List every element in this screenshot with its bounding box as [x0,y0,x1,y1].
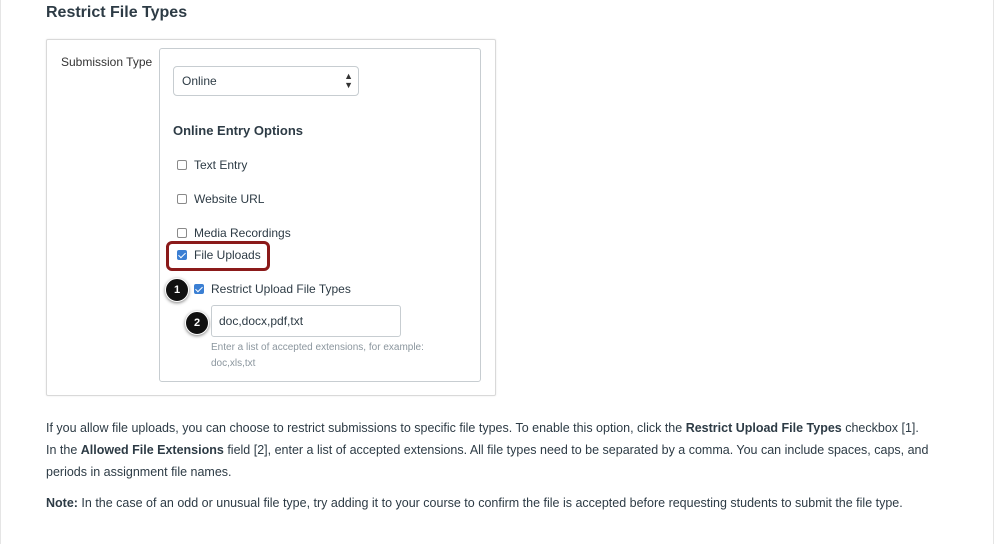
submission-options-panel [159,48,481,382]
media-recordings-checkbox[interactable] [177,228,187,238]
option-label: File Uploads [194,248,261,262]
submission-type-select[interactable] [173,66,359,96]
callout-badge-2: 2 [185,311,209,335]
option-media-recordings[interactable] [177,226,291,240]
assignment-settings-screenshot [46,39,496,396]
select-arrows-icon: ▲ ▼ [344,71,353,90]
submission-type-value: Online [182,74,217,88]
option-label: Media Recordings [194,226,291,240]
option-label: Text Entry [194,158,248,172]
note-label: Note: [46,496,78,510]
section-title: Restrict File Types [46,4,188,21]
website-url-checkbox[interactable] [177,194,187,204]
text-run: If you allow file uploads, you can choose to restrict submissions to specific file types. To enable this option, click the [46,421,686,435]
option-file-uploads[interactable] [177,248,261,262]
text-run: In the case of an odd or unusual file type, try adding it to your course to confirm the file is accepted before requesting students to submit the file type. [77,496,903,510]
text-run: field [2], enter a list of accepted extensions. All file types need to be separated by a comma. You can include spaces, caps, and periods in assignment file names. [46,443,929,479]
instruction-paragraph [46,417,966,483]
text-run: In the [46,443,81,457]
callout-badge-1: 1 [165,278,189,302]
option-label: Website URL [194,192,265,206]
page-left-border [0,0,1,544]
allowed-extensions-input[interactable]: doc,docx,pdf,txt [211,305,401,337]
note-paragraph [46,492,966,514]
bold-term: Restrict Upload File Types [685,421,842,435]
option-text-entry[interactable] [177,158,247,172]
file-uploads-checkbox[interactable] [177,250,187,260]
option-website-url[interactable] [177,192,264,206]
extensions-hint: Enter a list of accepted extensions, for example: doc,xls,txt [211,342,424,369]
option-restrict-upload-types[interactable] [194,282,351,296]
option-label: Restrict Upload File Types [211,282,351,296]
bold-term: Allowed File Extensions [80,443,224,457]
text-run: checkbox [1]. [841,421,919,435]
text-entry-checkbox[interactable] [177,160,187,170]
page-right-border [993,0,994,544]
submission-type-label: Submission Type [61,55,153,69]
online-entry-heading: Online Entry Options [173,123,304,138]
restrict-upload-checkbox[interactable] [194,284,204,294]
